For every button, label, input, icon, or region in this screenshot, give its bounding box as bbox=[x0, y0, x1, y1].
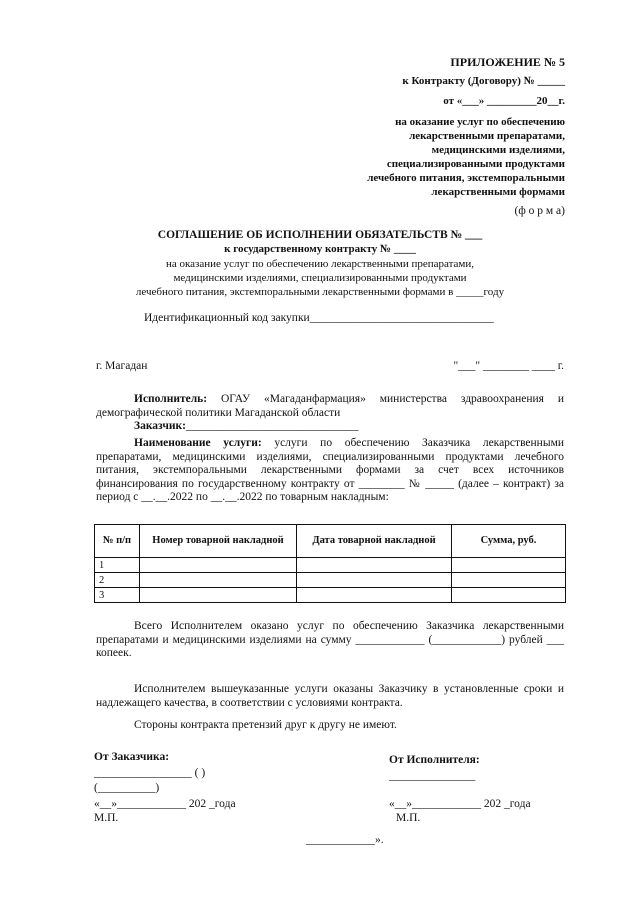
customer-stamp: М.П. bbox=[94, 812, 119, 824]
bottom-blank: ____________». bbox=[306, 834, 384, 846]
total-paragraph: Всего Исполнителем оказано услуг по обеспечению Заказчика лекарственными препаратами и медицинскими изделиями на сумму ____________ (____________) рублей ___ копеек. bbox=[96, 620, 564, 659]
agreement-line-1: на оказание услуг по обеспечению лекарственными препаратами, bbox=[165, 258, 475, 270]
executor-stamp: М.П. bbox=[396, 812, 421, 824]
agreement-line-2: медицинскими изделиями, специализированными продуктами bbox=[173, 272, 467, 284]
appendix-subject-line-2: лекарственными препаратами, bbox=[409, 130, 565, 142]
form-label: (ф о р м а) bbox=[514, 205, 565, 217]
service-paragraph bbox=[96, 437, 564, 505]
col-number-header: № п/п bbox=[95, 525, 140, 558]
cell-date bbox=[297, 573, 452, 588]
appendix-date-line: от «___» _________20__г. bbox=[443, 95, 565, 107]
cell-sum bbox=[452, 573, 566, 588]
col-invoice-header: Номер товарной накладной bbox=[140, 525, 297, 558]
cell-date bbox=[297, 588, 452, 603]
executor-text: ОГАУ «Магаданфармация» министерства здравоохранения и демографической политики Магаданской области bbox=[96, 393, 564, 419]
invoice-table bbox=[94, 524, 566, 603]
col-date-header: Дата товарной накладной bbox=[297, 525, 452, 558]
date-blank: "___" ________ ____ г. bbox=[453, 360, 564, 372]
agreement-line-3: лечебного питания, экстемпоральными лекарственными формами в _____году bbox=[135, 286, 505, 298]
cell-invoice bbox=[140, 573, 297, 588]
customer-signature-line: _________________ ( ) bbox=[94, 767, 206, 779]
agreement-title: СОГЛАШЕНИЕ ОБ ИСПОЛНЕНИИ ОБЯЗАТЕЛЬСТВ № ___ bbox=[157, 229, 483, 241]
customer-signature-label: От Заказчика: bbox=[94, 751, 170, 763]
executor-signature-date: «__»____________ 202 _года bbox=[389, 798, 531, 810]
cell-date bbox=[297, 558, 452, 573]
row-number: 2 bbox=[95, 573, 140, 588]
appendix-subject-line-3: медицинскими изделиями, bbox=[431, 144, 565, 156]
cell-sum bbox=[452, 558, 566, 573]
appendix-subject-line-1: на оказание услуг по обеспечению bbox=[395, 116, 565, 128]
appendix-subject-line-5: лечебного питания, экстемпоральными bbox=[367, 172, 565, 184]
service-text: услуги по обеспечению Заказчика лекарственными препаратами, медицинскими изделиями, специализированными продуктами лечебного питания, экстемпоральными лекарственными формами за счет всех источников финансирования по государственному контракту от ________ № _____ (далее – контракт) за период с __.__.2022 по __.__.2022 по товарным накладным: bbox=[96, 437, 564, 503]
place-city: г. Магадан bbox=[96, 360, 148, 372]
appendix-subject-line-4: специализированными продуктами bbox=[386, 158, 565, 170]
customer-signature-name: (__________) bbox=[94, 782, 160, 794]
cell-invoice bbox=[140, 558, 297, 573]
customer-label: Заказчик: bbox=[134, 420, 186, 432]
quality-paragraph: Исполнителем вышеуказанные услуги оказаны Заказчику в установленные сроки и надлежащего качества, в соответствии с условиями контракта. bbox=[96, 683, 564, 709]
service-label: Наименование услуги: bbox=[134, 437, 262, 449]
agreement-subtitle: к государственному контракту № ____ bbox=[224, 243, 416, 255]
cell-sum bbox=[452, 588, 566, 603]
executor-signature-label: От Исполнителя: bbox=[389, 754, 480, 766]
executor-signature-line: _______________ bbox=[389, 770, 476, 782]
purchase-code: Идентификационный код закупки________________________________ bbox=[144, 312, 494, 324]
appendix-title: ПРИЛОЖЕНИЕ № 5 bbox=[450, 55, 565, 69]
executor-label: Исполнитель: bbox=[134, 393, 208, 405]
customer-blank: ______________________________ bbox=[185, 420, 359, 432]
customer-signature-date: «__»____________ 202 _года bbox=[94, 798, 236, 810]
table-row bbox=[95, 573, 566, 588]
appendix-contract-line: к Контракту (Договору) № _____ bbox=[402, 75, 565, 87]
appendix-subject-line-6: лекарственными формами bbox=[431, 186, 565, 198]
table-header-row bbox=[95, 525, 566, 558]
customer-paragraph bbox=[134, 420, 358, 434]
row-number: 1 bbox=[95, 558, 140, 573]
col-sum-header: Сумма, руб. bbox=[452, 525, 566, 558]
row-number: 3 bbox=[95, 588, 140, 603]
executor-paragraph bbox=[96, 393, 564, 420]
cell-invoice bbox=[140, 588, 297, 603]
no-claims-paragraph: Стороны контракта претензий друг к другу не имеют. bbox=[134, 719, 397, 731]
table-row bbox=[95, 558, 566, 573]
table-row bbox=[95, 588, 566, 603]
